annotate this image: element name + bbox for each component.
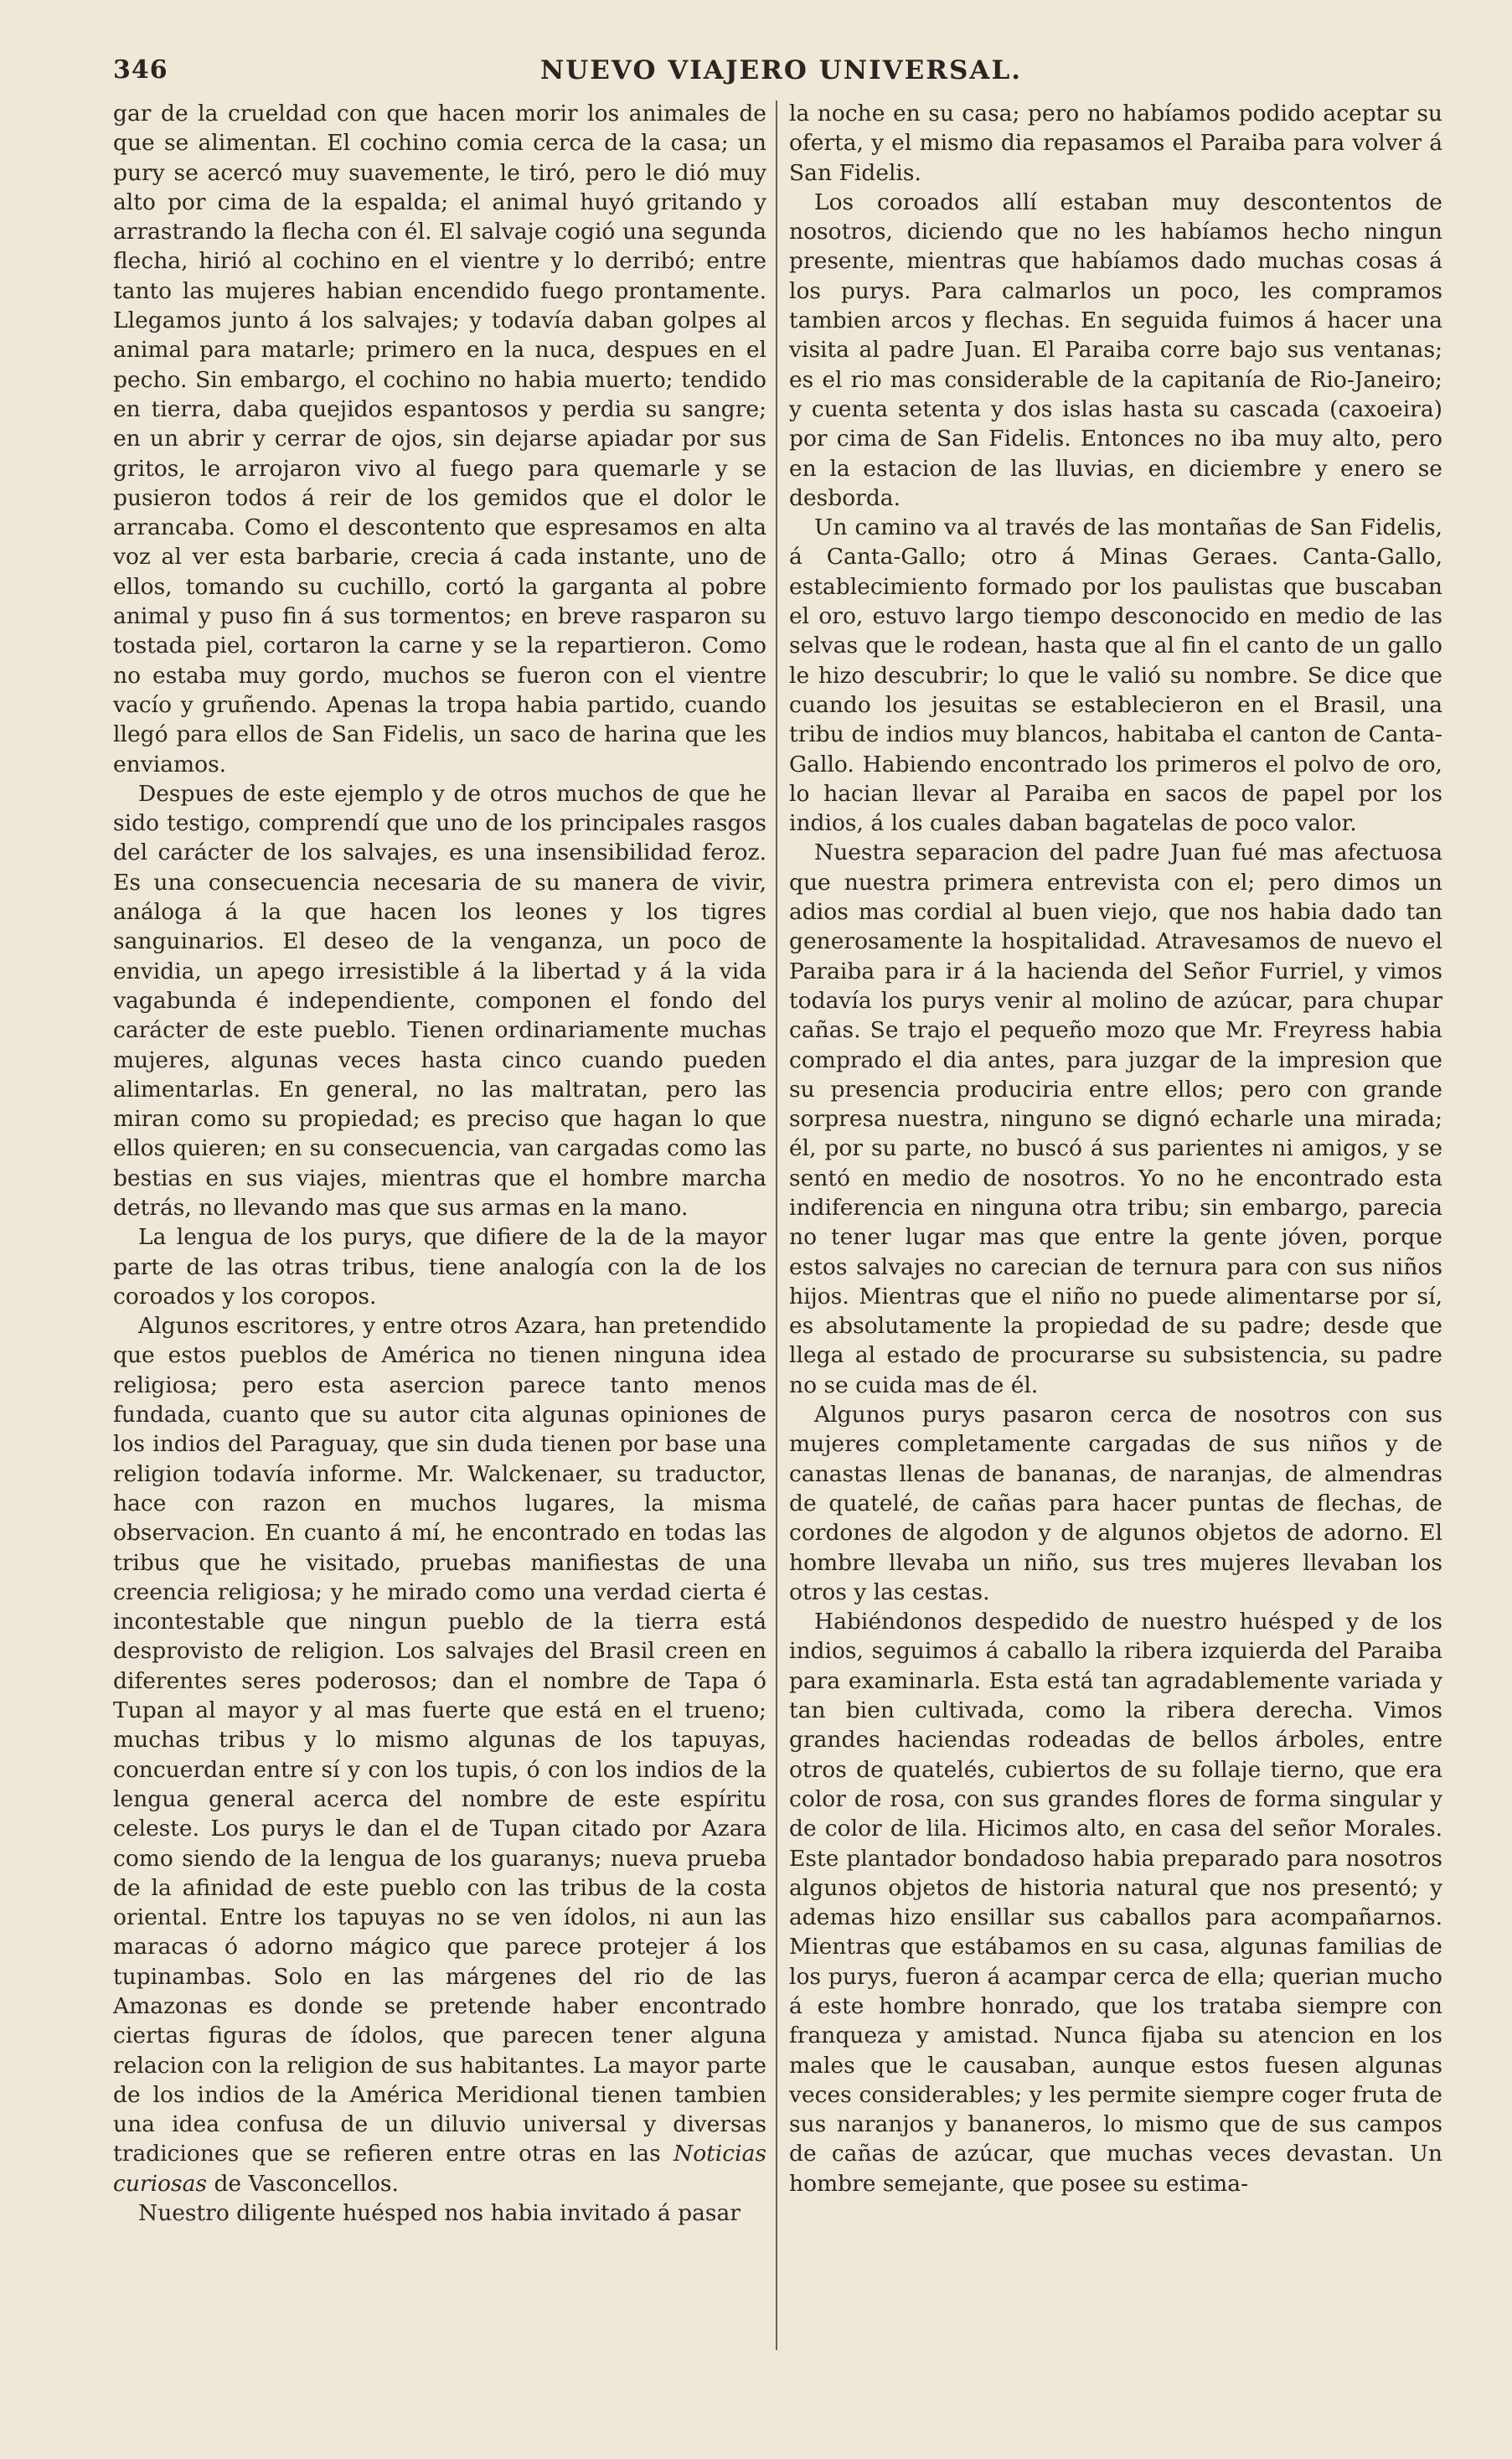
left-paragraph-1: gar de la crueldad con que hacen morir los animales de que se alimentan. El cochino comia cerca de la casa; un pury se acercó muy suavemente, le tiró, pero le dió muy alto por cima de la espalda; el animal huyó gritando y arrastrando la flecha con él. El salvaje cogió una segunda flecha, hirió al cochino en el vientre y lo derribó; entre tanto las mujeres habian encendido fuego prontamente. Llegamos junto á los salvajes; y todavía daban golpes al animal para matarle; primero en la nuca, despues en el pecho. Sin embargo, el cochino no habia muerto; tendido en tierra, daba quejidos espantosos y perdia su sangre; en un abrir y cerrar de ojos, sin dejarse apiadar por sus gritos, le arrojaron vivo al fuego para quemarle y se pusieron todos á reir de los gemidos que el dolor le arrancaba. Como el descontento que espresamos en alta voz al ver esta barbarie, crecia á cada instante, uno de ellos, tomando su cuchillo, cortó la garganta al pobre animal y puso fin á sus tormentos; en breve rasparon su tostada piel, cortaron la carne y se la repartieron. Como no estaba muy gordo, muchos se fueron con el vientre vacío y gruñendo. Apenas la tropa habia partido, cuando llegó para ellos de San Fidelis, un saco de harina que les enviamos. [113,101,766,777]
left-column [113,99,766,2411]
left-paragraph-4-text: Algunos escritores, y entre otros Azara, han pretendido que estos pueblos de América no tienen ninguna idea religiosa; pero esta asercion parece tanto menos fundada, cuanto que su autor cita algunas opiniones de los indios del Paraguay, que sin duda tienen por base una religion todavía informe. Mr. Walckenaer, su traductor, hace con razon en muchos lugares, la misma observacion. En cuanto á mí, he encontrado en todas las tribus que he visitado, pruebas manifiestas de una creencia religiosa; y he mirado como una verdad cierta é incontestable que ningun pueblo de la tierra está desprovisto de religion. Los salvajes del Brasil creen en diferentes seres poderosos; dan el nombre de Tapa ó Tupan al mayor y al mas fuerte que está en el trueno; muchas tribus y lo mismo algunas de los tapuyas, concuerdan entre sí y con los tupis, ó con los indios de la lengua general acerca del nombre de este espíritu celeste. Los purys le dan el de Tupan citado por Azara como siendo de la lengua de los guaranys; nueva prueba de la afinidad de este pueblo con las tribus de la costa oriental. Entre los tapuyas no se ven ídolos, ni aun las maracas ó adorno mágico que parece protejer á los tupinambas. Solo en las márgenes del rio de las Amazonas es donde se pretende haber encontrado ciertas figuras de ídolos, que parecen tener alguna relacion con la religion de sus habitantes. La mayor parte de los indios de la América Meridional tienen tambien una idea confusa de un diluvio universal y diversas tradiciones que se refieren entre otras en las [113,1313,766,2167]
right-paragraph-1: la noche en su casa; pero no habíamos podido aceptar su oferta, y el mismo dia repasamos el Paraiba para volver á San Fidelis. [789,101,1442,186]
column-divider [776,101,777,2350]
page-number: 346 [113,55,168,85]
left-paragraph-2: Despues de este ejemplo y de otros muchos de que he sido testigo, comprendí que uno de los principales rasgos del carácter de los salvajes, es una insensibilidad feroz. Es una consecuencia necesaria de su manera de vivir, análoga á la que hacen los leones y los tigres sanguinarios. El deseo de la venganza, un poco de envidia, un apego irresistible á la libertad y á la vida vagabunda é independiente, componen el fondo del carácter de este pueblo. Tienen ordinariamente muchas mujeres, algunas veces hasta cinco cuando pueden alimentarlas. En general, no las maltratan, pero las miran como su propiedad; es preciso que hagan lo que ellos quieren; en su consecuencia, van cargadas como las bestias en sus viajes, mientras que el hombre marcha detrás, no llevando mas que sus armas en la mano. [113,780,766,1221]
right-column [789,99,1442,2411]
left-paragraph-4 [113,1311,766,2198]
left-paragraph-4-end: de Vasconcellos. [214,2170,399,2197]
running-title: NUEVO VIAJERO UNIVERSAL. [539,55,1023,85]
left-paragraph-3: La lengua de los purys, que difiere de la de la mayor parte de las otras tribus, tiene analogía con la de los coroados y los coropos. [113,1224,766,1310]
book-title-italic: Noticias curiosas [113,2141,766,2197]
page-header [113,49,1449,99]
right-paragraph-4: Nuestra separacion del padre Juan fué mas afectuosa que nuestra primera entrevista con el; pero dimos un adios mas cordial al buen viejo, que nos habia dado tan generosamente la hospitalidad. Atravesamos de nuevo el Paraiba para ir á la hacienda del Señor Furriel, y vimos todavía los purys venir al molino de azúcar, para chupar cañas. Se trajo el pequeño mozo que Mr. Freyress habia comprado el dia antes, para juzgar de la impresion que su presencia produciria entre ellos; pero con grande sorpresa nuestra, ninguno se dignó echarle una mirada; él, por su parte, no buscó á sus parientes ni amigos, y se sentó en medio de nosotros. Yo no he encontrado esta indiferencia en ninguna otra tribu; sin embargo, parecia no tener lugar mas que entre la gente jóven, porque estos salvajes no carecian de ternura para con sus niños hijos. Mientras que el niño no puede alimentarse por sí, es absolutamente la propiedad de su padre; desde que llega al estado de procurarse su subsistencia, su padre no se cuida mas de él. [789,839,1442,1398]
left-paragraph-5: Nuestro diligente huésped nos habia invitado á pasar [138,2200,741,2227]
right-paragraph-5: Algunos purys pasaron cerca de nosotros con sus mujeres completamente cargadas de sus niños y de canastas llenas de bananas, de naranjas, de almendras de quatelé, de cañas para hacer puntas de flechas, de cordones de algodon y de algunos objetos de adorno. El hombre llevaba un niño, sus tres mujeres llevaban los otros y las cestas. [789,1402,1442,1605]
right-paragraph-3: Un camino va al través de las montañas de San Fidelis, á Canta-Gallo; otro á Minas Geraes. Canta-Gallo, establecimiento formado por los paulistas que buscaban el oro, estuvo largo tiempo desconocido en medio de las selvas que le rodean, hasta que al fin el canto de un gallo le hizo descubrir; lo que le valió su nombre. Se dice que cuando los jesuitas se establecieron en el Brasil, una tribu de indios muy blancos, habitaba el canton de Canta-Gallo. Habiendo encontrado los primeros el polvo de oro, lo hacian llevar al Paraiba en sacos de papel por los indios, á los cuales daban bagatelas de poco valor. [789,514,1442,837]
right-paragraph-6: Habiéndonos despedido de nuestro huésped y de los indios, seguimos á caballo la ribera izquierda del Paraiba para examinarla. Esta está tan agradablemente variada y tan bien cultivada, como la ribera derecha. Vimos grandes haciendas rodeadas de bellos árboles, entre otros de quatelés, cubiertos de su follaje tierno, que era color de rosa, con sus grandes flores de forma singular y de color de lila. Hicimos alto, en casa del señor Morales. Este plantador bondadoso habia preparado para nosotros algunos objetos de historia natural que nos presentó; y ademas hizo ensillar sus caballos para acompañarnos. Mientras que estábamos en su casa, algunas familias de los purys, fueron á acampar cerca de ella; querian mucho á este hombre honrado, que los trataba siempre con franqueza y amistad. Nunca fijaba su atencion en los males que le causaban, aunque estos fuesen algunas veces considerables; y les permite siempre coger fruta de sus naranjos y bananeros, lo mismo que de sus campos de cañas de azúcar, que muchas veces devastan. Un hombre semejante, que posee su estima- [789,1609,1442,2197]
right-paragraph-2: Los coroados allí estaban muy descontentos de nosotros, diciendo que no les habíamos hecho ningun presente, mientras que habíamos dado muchas cosas á los purys. Para calmarlos un poco, les compramos tambien arcos y flechas. En seguida fuimos á hacer una visita al padre Juan. El Paraiba corre bajo sus ventanas; es el rio mas considerable de la capitanía de Rio-Janeiro; y cuenta setenta y dos islas hasta su cascada (caxoeira) por cima de San Fidelis. Entonces no iba muy alto, pero en la estacion de las lluvias, en diciembre y enero se desborda. [789,189,1442,511]
